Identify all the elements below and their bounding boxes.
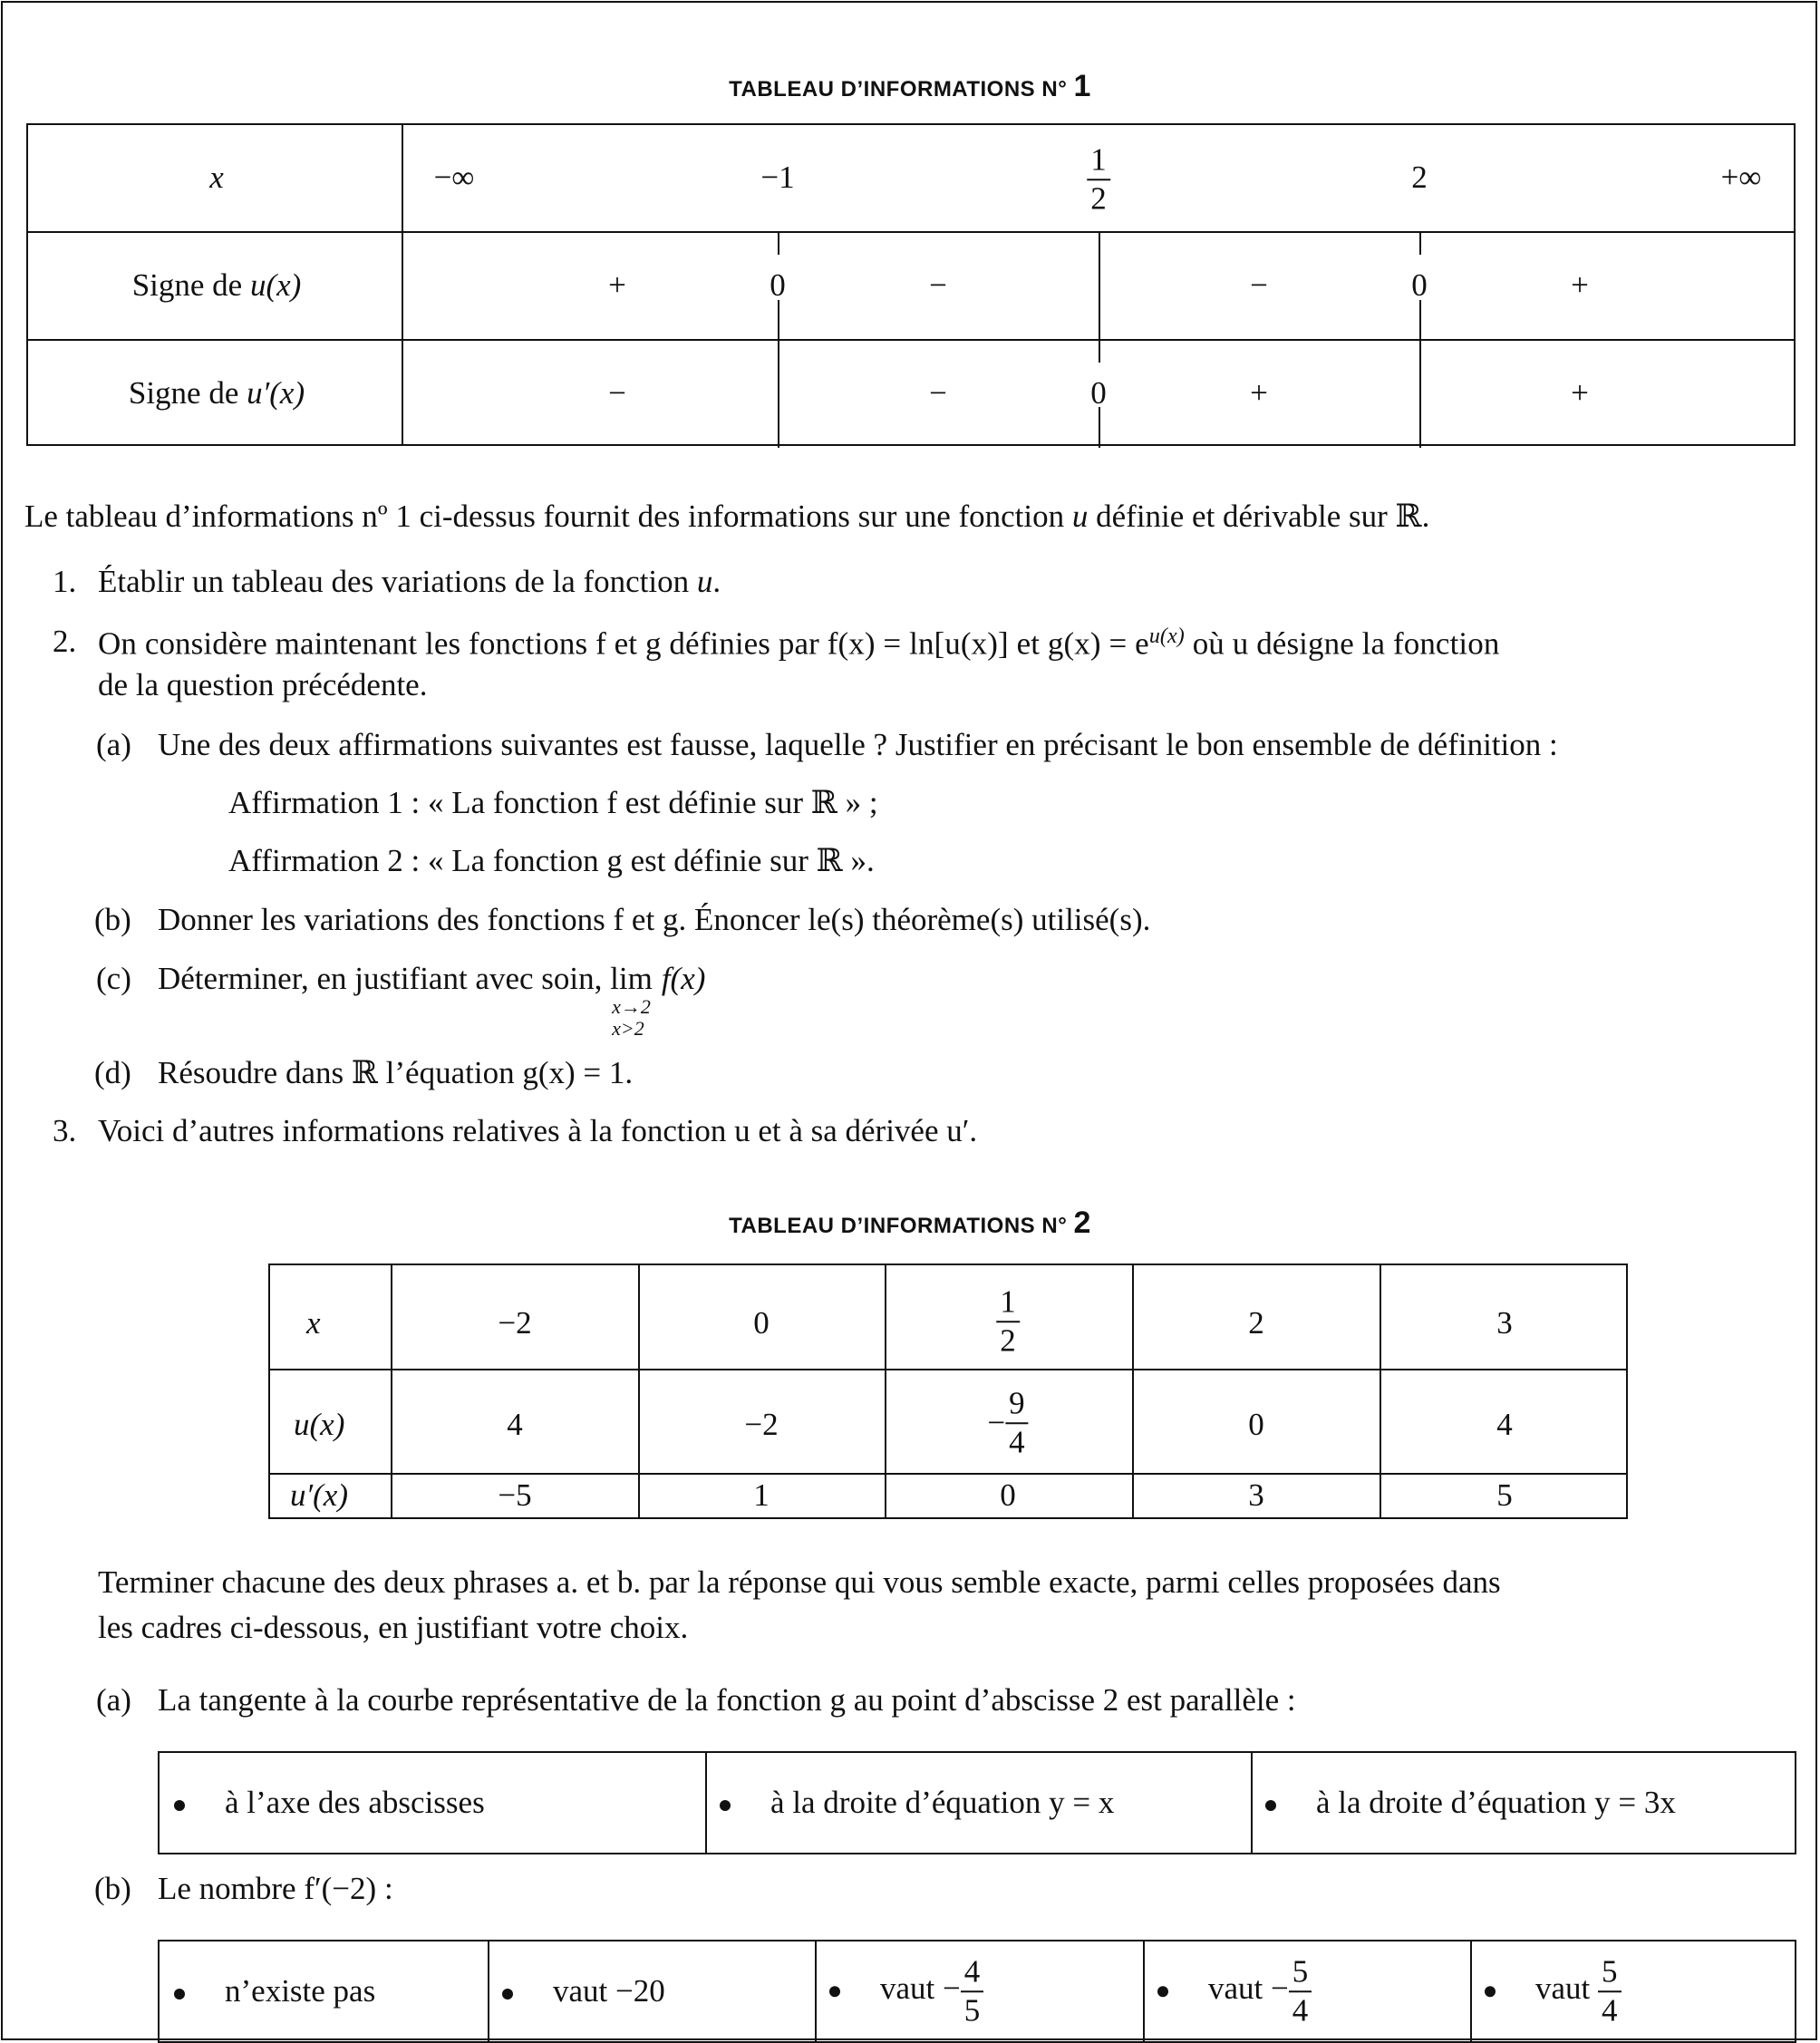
table2-u-cell: 0 bbox=[1248, 1407, 1264, 1442]
table2-x-cell: 0 bbox=[753, 1305, 770, 1341]
table2-x-cell: 2 bbox=[1248, 1305, 1264, 1341]
instruction-line1: Terminer chacune des deux phrases a. et b. par la réponse qui vous semble exacte, parmi celles proposées dans bbox=[98, 1564, 1501, 1600]
option-a3[interactable]: à la droite d’équation y = 3x bbox=[1265, 1785, 1676, 1821]
table2-u-cell: 4 bbox=[507, 1407, 523, 1442]
table2-x-cell: −2 bbox=[498, 1305, 532, 1341]
q2b-label: (b) bbox=[94, 902, 131, 937]
table2-x-cell: 3 bbox=[1496, 1305, 1513, 1341]
sign-cell: 0 bbox=[1411, 267, 1428, 303]
table1-point: −1 bbox=[760, 160, 795, 195]
sign-cell: 0 bbox=[770, 267, 786, 303]
q2a-label: (a) bbox=[96, 727, 131, 762]
sign-cell: + bbox=[1571, 267, 1589, 303]
table2-du-cell: 5 bbox=[1496, 1477, 1513, 1513]
option-b3[interactable]: vaut − $\frac{4}{5}$ bbox=[829, 1955, 983, 2028]
option-b1[interactable]: n’existe pas bbox=[174, 1973, 375, 2009]
table1-x-label: x bbox=[209, 160, 224, 195]
instruction-line2: les cadres ci-dessous, en justifiant votre choix. bbox=[98, 1610, 689, 1645]
table2-u-cell-frac: − $\frac{9}{4}$ bbox=[987, 1387, 1028, 1459]
table2-x-cell-half: $\frac{1}{2}$ bbox=[996, 1285, 1020, 1358]
q2c-label: (c) bbox=[96, 961, 131, 996]
part-b-label: (b) bbox=[94, 1871, 131, 1906]
q3-number: 3. bbox=[53, 1113, 77, 1148]
sign-cell: − bbox=[1250, 267, 1268, 303]
table1-row1-label: Signe de u(x) bbox=[131, 267, 302, 303]
affirmation-1: Affirmation 1 : « La fonction f est définie sur ℝ » ; bbox=[228, 785, 878, 820]
table2-du-cell: 1 bbox=[753, 1477, 770, 1513]
q2a-text: Une des deux affirmations suivantes est fausse, laquelle ? Justifier en précisant le bon ensemble de définition : bbox=[158, 727, 1558, 762]
sign-cell: + bbox=[1571, 375, 1589, 411]
option-b2[interactable]: vaut −20 bbox=[502, 1973, 665, 2009]
q2d-label: (d) bbox=[94, 1055, 131, 1090]
table2-u-cell: 4 bbox=[1496, 1407, 1513, 1442]
q2b-text: Donner les variations des fonctions f et g. Énoncer le(s) théorème(s) utilisé(s). bbox=[158, 902, 1151, 937]
table1-point-half: $\frac{1}{2}$ bbox=[1087, 143, 1110, 216]
part-a-options bbox=[158, 1751, 1796, 1854]
q1-text: Établir un tableau des variations de la fonction u. bbox=[98, 564, 721, 599]
table1-point: +∞ bbox=[1720, 160, 1762, 195]
table2-u-cell: −2 bbox=[744, 1407, 779, 1442]
option-a2[interactable]: à la droite d’équation y = x bbox=[720, 1785, 1114, 1821]
part-a-label: (a) bbox=[96, 1682, 131, 1718]
q2-line1: On considère maintenant les fonctions f et g définies par f(x) = ln[u(x)] et $g(x) = e^{u(x)}$ où u désigne la fonction bbox=[98, 625, 1500, 662]
sign-cell: + bbox=[1250, 375, 1268, 411]
option-b4[interactable]: vaut − $\frac{5}{4}$ bbox=[1157, 1955, 1312, 2028]
table1-point: 2 bbox=[1411, 160, 1428, 195]
table1-caption: TABLEAU D’INFORMATIONS N° 1 bbox=[729, 69, 1091, 103]
q1-number: 1. bbox=[53, 564, 77, 599]
part-b-options bbox=[158, 1940, 1796, 2043]
sign-table bbox=[26, 123, 1796, 446]
q2d-text: Résoudre dans ℝ l’équation g(x) = 1. bbox=[158, 1055, 634, 1090]
affirmation-2: Affirmation 2 : « La fonction g est définie sur ℝ ». bbox=[228, 843, 875, 878]
table1-row2-label: Signe de u′(x) bbox=[128, 375, 305, 411]
q2-number: 2. bbox=[53, 624, 77, 659]
q2-line2: de la question précédente. bbox=[98, 667, 428, 702]
table2-du-cell: 0 bbox=[1000, 1477, 1016, 1513]
q2c-text: Déterminer, en justifiant avec soin, lim x→2 x>2 f(x) bbox=[158, 961, 706, 1040]
sign-cell: + bbox=[608, 267, 626, 303]
table2-label-du: u′(x) bbox=[290, 1477, 349, 1513]
sign-cell: 0 bbox=[1090, 375, 1107, 411]
q3-text: Voici d’autres informations relatives à la fonction u et à sa dérivée u′. bbox=[98, 1113, 978, 1148]
values-table bbox=[268, 1264, 1628, 1519]
intro-text: Le tableau d’informations nº 1 ci-dessus fournit des informations sur une fonction u définie et dérivable sur ℝ. bbox=[24, 499, 1430, 534]
sign-cell: − bbox=[608, 375, 626, 411]
sign-cell: − bbox=[929, 375, 947, 411]
option-a1[interactable]: à l’axe des abscisses bbox=[174, 1785, 485, 1821]
table2-du-cell: 3 bbox=[1248, 1477, 1264, 1513]
sign-cell: − bbox=[929, 267, 947, 303]
table2-du-cell: −5 bbox=[498, 1477, 532, 1513]
table2-caption: TABLEAU D’INFORMATIONS N° 2 bbox=[729, 1205, 1091, 1240]
option-b5[interactable]: vaut $\frac{5}{4}$ bbox=[1485, 1955, 1622, 2028]
table2-label-x: x bbox=[306, 1305, 321, 1341]
table1-point: −∞ bbox=[433, 160, 475, 195]
part-a-text: La tangente à la courbe représentative de la fonction g au point d’abscisse 2 est parallèle : bbox=[158, 1682, 1296, 1718]
part-b-text: Le nombre f′(−2) : bbox=[158, 1871, 393, 1906]
table2-label-u: u(x) bbox=[294, 1407, 345, 1442]
